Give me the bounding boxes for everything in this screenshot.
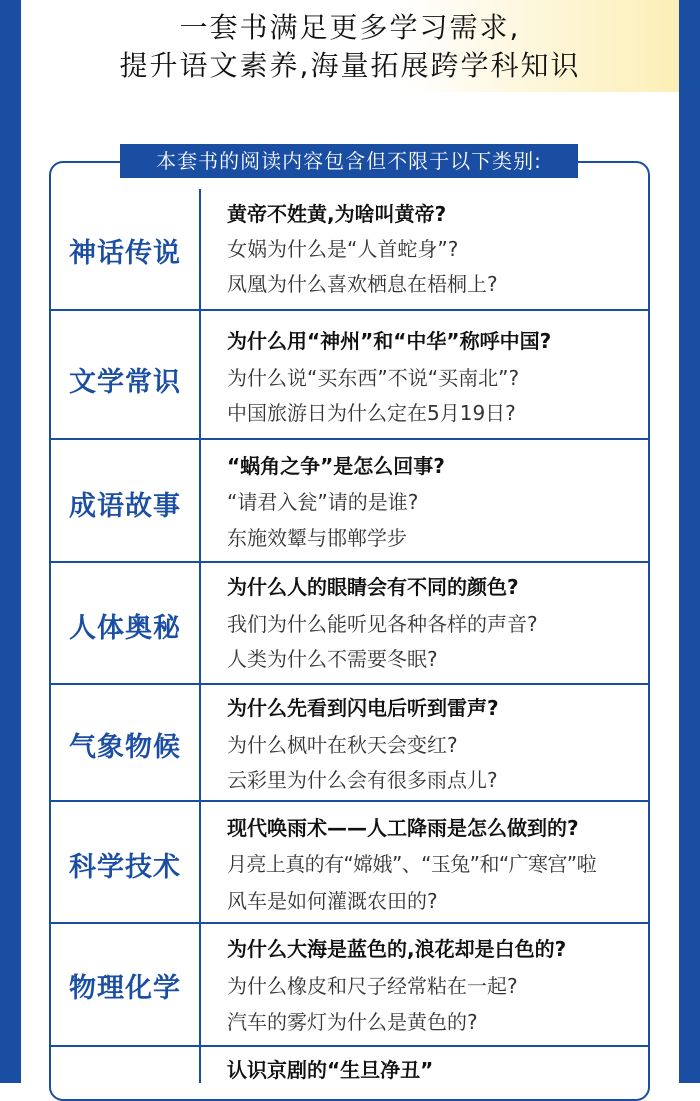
question-text: 月亮上真的有“嫦娥”、“玉兔”和“广寒宫”啦	[227, 852, 596, 876]
question-text: 风车是如何灌溉农田的?	[227, 889, 438, 913]
question-text: “蜗角之争”是怎么回事?	[227, 454, 445, 478]
category-banner: 本套书的阅读内容包含但不限于以下类别:	[120, 144, 578, 178]
row-divider	[49, 800, 650, 802]
question-text: 中国旅游日为什么定在5月19日?	[227, 401, 516, 425]
question-text: 为什么大海是蓝色的,浪花却是白色的?	[227, 937, 567, 961]
question-text: 汽车的雾灯为什么是黄色的?	[227, 1010, 478, 1034]
question-text: 现代唤雨术——人工降雨是怎么做到的?	[227, 816, 579, 840]
headline-line-2: 提升语文素养,海量拓展跨学科知识	[119, 49, 581, 82]
table-column-divider	[199, 189, 201, 1083]
category-label: 成语故事	[69, 491, 181, 522]
row-divider	[49, 309, 650, 311]
left-frame-border	[0, 0, 21, 1083]
category-label: 人体奥秘	[69, 613, 181, 644]
question-text: 为什么先看到闪电后听到雷声?	[227, 696, 499, 720]
question-text: “请君入瓮”请的是谁?	[227, 490, 419, 514]
question-text: 我们为什么能听见各种各样的声音?	[227, 612, 538, 636]
question-text: 人类为什么不需要冬眠?	[227, 647, 438, 671]
category-label: 文学常识	[69, 367, 181, 398]
question-text: 为什么用“神州”和“中华”称呼中国?	[227, 329, 552, 353]
question-text: 女娲为什么是“人首蛇身”?	[227, 237, 459, 261]
question-text: 认识京剧的“生旦净丑”	[227, 1058, 434, 1082]
question-text: 凤凰为什么喜欢栖息在梧桐上?	[227, 272, 498, 296]
question-text: 云彩里为什么会有很多雨点儿?	[227, 768, 498, 792]
row-divider	[49, 438, 650, 440]
question-text: 为什么枫叶在秋天会变红?	[227, 733, 458, 757]
category-label: 物理化学	[69, 973, 181, 1004]
category-label: 科学技术	[69, 852, 181, 883]
headline-line-1: 一套书满足更多学习需求,	[179, 11, 521, 44]
category-label: 神话传说	[69, 238, 181, 269]
question-text: 为什么人的眼睛会有不同的颜色?	[227, 575, 519, 599]
row-divider	[49, 683, 650, 685]
question-text: 为什么橡皮和尺子经常粘在一起?	[227, 974, 518, 998]
question-text: 东施效颦与邯郸学步	[227, 526, 407, 550]
category-label: 气象物候	[69, 732, 181, 763]
header	[21, 0, 679, 92]
right-frame-border	[679, 0, 700, 1083]
row-divider	[49, 561, 650, 563]
row-divider	[49, 922, 650, 924]
question-text: 为什么说“买东西”不说“买南北”?	[227, 366, 520, 390]
question-text: 黄帝不姓黄,为啥叫黄帝?	[227, 202, 447, 226]
row-divider	[49, 1045, 650, 1047]
